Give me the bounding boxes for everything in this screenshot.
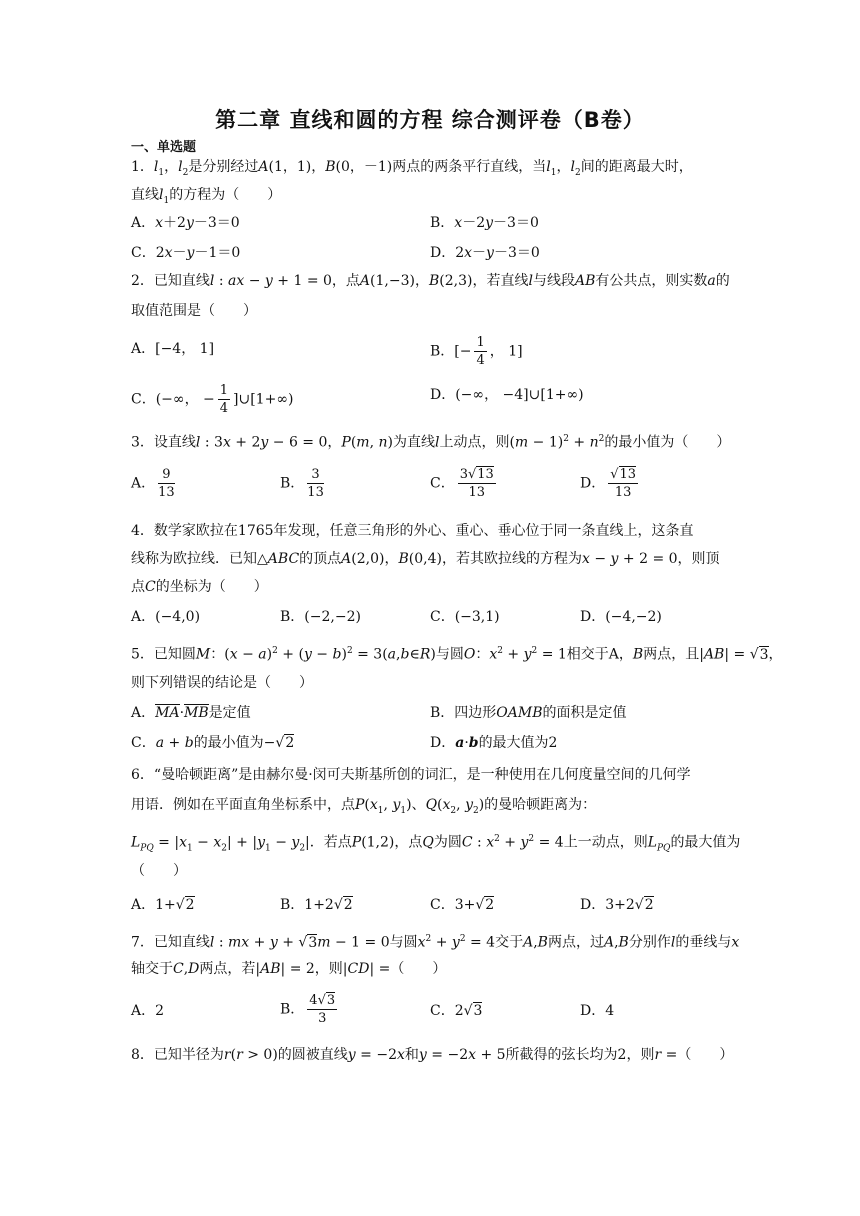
q5-option-c: C．a + b的最小值为−√2 bbox=[131, 735, 295, 751]
q3-stem: 3．设直线l : 3x + 2y − 6 = 0，P(m, n)为直线l上动点，则$(m - 1)^2 + n^2$的最小值为（ ） bbox=[131, 434, 731, 451]
q3-option-d: D． $\frac{√13}{13}$ bbox=[580, 467, 637, 500]
q8-stem: 8．已知半径为r(r > 0)的圆被直线y = −2x和y = −2x + 5所截得的弦长均为2，则r =（ ） bbox=[131, 1047, 734, 1063]
q7-option-a: A．2 bbox=[131, 1003, 165, 1019]
q1-option-d: D．2x－y－3＝0 bbox=[430, 245, 540, 261]
q6-option-c: C．3+√2 bbox=[430, 897, 495, 913]
q1-stem-line1: 1．$l_1$，$l_2$是分别经过A(1，1)，B(0，－1)两点的两条平行直线，当$l_1$，$l_2$间的距离最大时， bbox=[131, 159, 693, 178]
q2-option-a: A．[−4， 1] bbox=[131, 341, 215, 357]
q1-option-b: B．x－2y－3＝0 bbox=[430, 215, 539, 231]
q3-option-c: C． $\frac{3√13}{13}$ bbox=[430, 467, 494, 500]
q7-option-d: D．4 bbox=[580, 1003, 615, 1019]
section-heading: 一、单选题 bbox=[131, 140, 197, 155]
q4-option-c: C．(−3,1) bbox=[430, 609, 500, 625]
q5-stem-line2: 则下列错误的结论是（ ） bbox=[131, 675, 313, 691]
q4-stem-line1: 4．数学家欧拉在1765年发现，任意三角形的外心、重心、垂心位于同一条直线上，这条直 bbox=[131, 523, 694, 539]
q6-option-d: D．3+2√2 bbox=[580, 897, 654, 913]
q2-stem-line1: 2．已知直线l : ax − y + 1 = 0，点A(1,−3)，B(2,3)，若直线l与线段AB有公共点，则实数a的 bbox=[131, 273, 730, 289]
q2-option-b: B．[− $\frac{1}{4}$ ， 1] bbox=[430, 335, 523, 368]
q7-option-c: C．2√3 bbox=[430, 1003, 483, 1019]
q5-option-d: D．a·b的最大值为2 bbox=[430, 735, 558, 751]
q6-stem-line3: $L_{PQ} = |x_1 - x_2| + |y_1 - y_2|$．若点P(1,2)，点Q为圆C : $x^2 + y^2 = 4$上一动点，则$L_{PQ}$的最大值为 bbox=[131, 834, 741, 854]
q1-option-a: A．x＋2y－3＝0 bbox=[131, 215, 240, 231]
q7-stem-line2: 轴交于C,D两点，若|AB| = 2，则|CD| =（ ） bbox=[131, 961, 447, 977]
q1-stem-line2: 直线$l_1$的方程为（ ） bbox=[131, 187, 282, 206]
q4-option-a: A．(−4,0) bbox=[131, 609, 201, 625]
q4-option-b: B．(−2,−2) bbox=[280, 609, 361, 625]
q6-option-b: B．1+2√2 bbox=[280, 897, 353, 913]
q6-stem-line2: 用语．例如在平面直角坐标系中，点$P(x_1$, $y_1$)、$Q(x_2$, $y_2$)的曼哈顿距离为： bbox=[131, 797, 597, 816]
q6-stem-line4: （ ） bbox=[131, 863, 187, 879]
q2-stem-line2: 取值范围是（ ） bbox=[131, 303, 257, 319]
q5-option-a: A．MA·MB是定值 bbox=[131, 705, 251, 721]
q6-option-a: A．1+√2 bbox=[131, 897, 195, 913]
q4-option-d: D．(−4,−2) bbox=[580, 609, 662, 625]
q4-stem-line3: 点C的坐标为（ ） bbox=[131, 579, 268, 595]
page-title: 第二章 直线和圆的方程 综合测评卷（B卷） bbox=[215, 108, 645, 132]
q3-option-a: A． $\frac{9}{13}$ bbox=[131, 467, 175, 500]
q7-stem-line1: 7．已知直线l : mx + y + √3m − 1 = 0与圆$x^2 + y^2 = 4$交于A,B两点，过A,B分别作l的垂线与x bbox=[131, 934, 740, 951]
q4-stem-line2: 线称为欧拉线．已知△ABC的顶点A(2,0)，B(0,4)，若其欧拉线的方程为x − y + 2 = 0，则顶 bbox=[131, 551, 720, 567]
q6-stem-line1: 6．“曼哈顿距离”是由赫尔曼·闵可夫斯基所创的词汇，是一种使用在几何度量空间的几何学 bbox=[131, 767, 691, 783]
q5-stem-line1: 5．已知圆M：$(x - a)^2 + (y - b)^2$ = 3(a,b∈R)与圆O：$x^2 + y^2 = 1$相交于A，B两点，且|AB| = √3， bbox=[131, 646, 783, 663]
q3-option-b: B． $\frac{3}{13}$ bbox=[280, 467, 324, 500]
q2-option-c: C．(−∞， − $\frac{1}{4}$ ]∪[1+∞) bbox=[131, 383, 294, 416]
q7-option-b: B． $\frac{4√3}{3}$ bbox=[280, 993, 336, 1026]
q2-option-d: D．(−∞， −4]∪[1+∞) bbox=[430, 387, 584, 403]
q1-option-c: C．2x－y－1＝0 bbox=[131, 245, 241, 261]
q5-option-b: B．四边形OAMB的面积是定值 bbox=[430, 705, 627, 721]
